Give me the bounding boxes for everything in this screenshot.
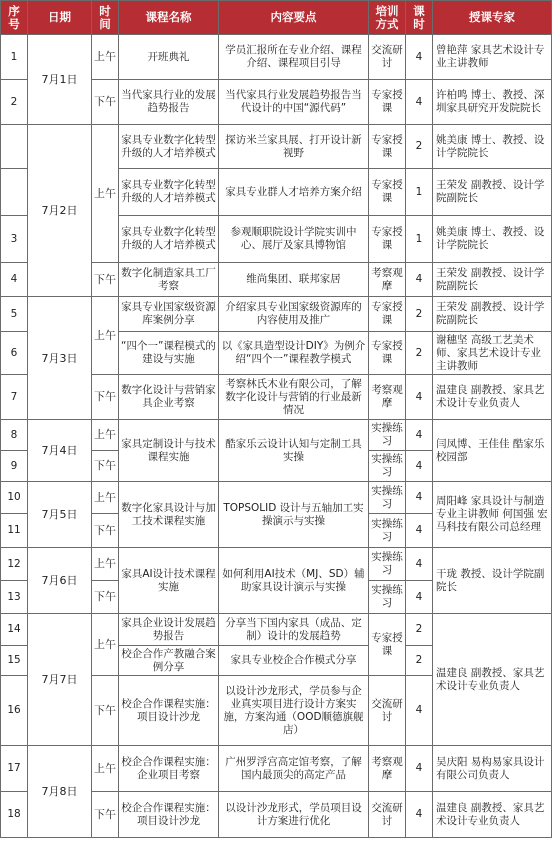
table-row: [1, 482, 552, 514]
half-day-cell: 下午: [92, 375, 119, 420]
course-cell: “四个一”课程模式的建设与实施: [119, 332, 219, 375]
method-cell: 专家授课: [369, 169, 406, 216]
table-row: [1, 297, 552, 332]
course-cell: 校企合作课程实施：项目设计沙龙: [119, 676, 219, 746]
header-course: 课程名称: [119, 1, 219, 35]
content-cell: TOPSOLID 设计与五轴加工实操演示与实操: [219, 482, 369, 548]
hours-cell: 4: [406, 482, 433, 514]
content-cell: 当代家具行业发展趋势报告当代设计的中国“源代码”: [219, 80, 369, 125]
expert-cell: 王荣发 副教授、设计学院副院长: [433, 263, 552, 297]
table-row: [1, 125, 552, 169]
hours-cell: 4: [406, 375, 433, 420]
hours-cell: 4: [406, 35, 433, 80]
content-cell: 以设计沙龙形式，学员项目设计方案进行优化: [219, 792, 369, 838]
expert-cell: 王荣发 副教授、设计学院副院长: [433, 297, 552, 332]
hours-cell: 4: [406, 514, 433, 548]
half-day-cell: 上午: [92, 614, 119, 676]
expert-cell: 温建良 副教授、家具艺术设计专业负责人: [433, 375, 552, 420]
seq-cell: 11: [1, 514, 28, 548]
half-day-cell: 上午: [92, 482, 119, 514]
hours-cell: 2: [406, 614, 433, 646]
content-cell: 分享当下国内家具（成品、定制）设计的发展趋势: [219, 614, 369, 646]
method-cell: 交流研讨: [369, 676, 406, 746]
date-cell: 7月3日: [28, 297, 92, 420]
expert-cell: 谢穗坚 高级工艺美术师、家具艺术设计专业主讲教师: [433, 332, 552, 375]
course-cell: 开班典礼: [119, 35, 219, 80]
course-cell: 校企合作课程实施：项目设计沙龙: [119, 792, 219, 838]
course-cell: 当代家具行业的发展趋势报告: [119, 80, 219, 125]
seq-cell: 14: [1, 614, 28, 646]
course-cell: 家具定制设计与技术课程实施: [119, 420, 219, 482]
half-day-cell: 上午: [92, 548, 119, 581]
content-cell: 学员汇报所在专业介绍、课程介绍、课程项目引导: [219, 35, 369, 80]
hours-cell: 1: [406, 216, 433, 263]
half-day-cell: 上午: [92, 420, 119, 451]
header-expert: 授课专家: [433, 1, 552, 35]
method-cell: 专家授课: [369, 80, 406, 125]
method-cell: 考察观摩: [369, 375, 406, 420]
seq-cell: [1, 169, 28, 216]
table-row: [1, 614, 552, 646]
method-cell: 考察观摩: [369, 263, 406, 297]
table-row: [1, 35, 552, 80]
hours-cell: 2: [406, 646, 433, 676]
half-day-cell: 上午: [92, 125, 119, 263]
expert-cell: 闫凤博、王佳佳 酷家乐校园部: [433, 420, 552, 482]
course-cell: 数字化制造家具工厂考察: [119, 263, 219, 297]
expert-cell: 周阳峰 家具设计与制造专业主讲教师 何国强 宏马科技有限公司总经理: [433, 482, 552, 548]
course-cell: 家具专业国家级资源库案例分享: [119, 297, 219, 332]
content-cell: 家具专业校企合作模式分享: [219, 646, 369, 676]
method-cell: 交流研讨: [369, 35, 406, 80]
hours-cell: 2: [406, 125, 433, 169]
expert-cell: 温建良 副教授、家具艺术设计专业负责人: [433, 792, 552, 838]
seq-cell: 16: [1, 676, 28, 746]
course-cell: 校企合作产教融合案例分享: [119, 646, 219, 676]
seq-cell: 17: [1, 746, 28, 792]
hours-cell: 4: [406, 263, 433, 297]
half-day-cell: 下午: [92, 581, 119, 614]
content-cell: 如何利用AI技术（MJ、SD）辅助家具设计演示与实操: [219, 548, 369, 614]
date-cell: 7月2日: [28, 125, 92, 297]
seq-cell: 10: [1, 482, 28, 514]
seq-cell: 4: [1, 263, 28, 297]
expert-cell: 温建良 副教授、家具艺术设计专业负责人: [433, 614, 552, 746]
header-content: 内容要点: [219, 1, 369, 35]
half-day-cell: 下午: [92, 451, 119, 482]
expert-cell: 吴庆阳 易构易家具设计有限公司负责人: [433, 746, 552, 792]
hours-cell: 4: [406, 420, 433, 451]
content-cell: 酷家乐云设计认知与定制工具实操: [219, 420, 369, 482]
date-cell: 7月1日: [28, 35, 92, 125]
content-cell: 考察林氏木业有限公司，了解数字化设计与营销的行业最新情况: [219, 375, 369, 420]
half-day-cell: 上午: [92, 35, 119, 80]
method-cell: 专家授课: [369, 216, 406, 263]
header-method: 培训方式: [369, 1, 406, 35]
course-cell: 家具专业数字化转型升级的人才培养模式: [119, 125, 219, 169]
expert-cell: 姚美康 博士、教授、设计学院院长: [433, 216, 552, 263]
content-cell: 以设计沙龙形式，学员参与企业真实项目进行设计方案实施，方案沟通（OOD顺德旗舰店）: [219, 676, 369, 746]
method-cell: 实操练习: [369, 548, 406, 581]
seq-cell: 9: [1, 451, 28, 482]
seq-cell: 6: [1, 332, 28, 375]
date-cell: 7月5日: [28, 482, 92, 548]
course-cell: 家具企业设计发展趋势报告: [119, 614, 219, 646]
header-row: [1, 1, 552, 35]
hours-cell: 4: [406, 451, 433, 482]
half-day-cell: 下午: [92, 792, 119, 838]
half-day-cell: 下午: [92, 80, 119, 125]
hours-cell: 4: [406, 676, 433, 746]
content-cell: 维尚集团、联邦家居: [219, 263, 369, 297]
content-cell: 家具专业群人才培养方案介绍: [219, 169, 369, 216]
date-cell: 7月6日: [28, 548, 92, 614]
table-row: [1, 746, 552, 792]
method-cell: 实操练习: [369, 514, 406, 548]
course-cell: 校企合作课程实施：企业项目考察: [119, 746, 219, 792]
half-day-cell: 下午: [92, 263, 119, 297]
date-cell: 7月7日: [28, 614, 92, 746]
hours-cell: 4: [406, 746, 433, 792]
hours-cell: 4: [406, 581, 433, 614]
seq-cell: 5: [1, 297, 28, 332]
table-row: [1, 548, 552, 581]
half-day-cell: 下午: [92, 514, 119, 548]
method-cell: 考察观摩: [369, 746, 406, 792]
seq-cell: 7: [1, 375, 28, 420]
course-cell: 数字化设计与营销家具企业考察: [119, 375, 219, 420]
method-cell: 实操练习: [369, 482, 406, 514]
method-cell: 实操练习: [369, 581, 406, 614]
seq-cell: 3: [1, 216, 28, 263]
content-cell: 以《家具造型设计DIY》为例介绍“四个一”课程教学模式: [219, 332, 369, 375]
content-cell: 参观顺职院设计学院实训中心、展厅及家具博物馆: [219, 216, 369, 263]
content-cell: 探访米兰家具展、打开设计新视野: [219, 125, 369, 169]
seq-cell: [1, 125, 28, 169]
seq-cell: 8: [1, 420, 28, 451]
table-row: [1, 420, 552, 451]
seq-cell: 15: [1, 646, 28, 676]
method-cell: 实操练习: [369, 420, 406, 451]
method-cell: 专家授课: [369, 614, 406, 676]
hours-cell: 4: [406, 792, 433, 838]
date-cell: 7月4日: [28, 420, 92, 482]
content-cell: 广州罗浮宫高定馆考察，了解国内最顶尖的高定产品: [219, 746, 369, 792]
seq-cell: 18: [1, 792, 28, 838]
date-cell: 7月8日: [28, 746, 92, 838]
hours-cell: 4: [406, 80, 433, 125]
expert-cell: 干珑 教授、设计学院副院长: [433, 548, 552, 614]
course-cell: 家具专业数字化转型升级的人才培养模式: [119, 169, 219, 216]
expert-cell: 许柏鸣 博士、教授、深圳家具研究开发院院长: [433, 80, 552, 125]
course-cell: 家具专业数字化转型升级的人才培养模式: [119, 216, 219, 263]
header-date: 日期: [28, 1, 92, 35]
course-cell: 数字化家具设计与加工技术课程实施: [119, 482, 219, 548]
half-day-cell: 上午: [92, 746, 119, 792]
header-time: 时间: [92, 1, 119, 35]
hours-cell: 1: [406, 169, 433, 216]
method-cell: 实操练习: [369, 451, 406, 482]
hours-cell: 2: [406, 332, 433, 375]
seq-cell: 1: [1, 35, 28, 80]
half-day-cell: 上午: [92, 297, 119, 375]
seq-cell: 12: [1, 548, 28, 581]
seq-cell: 13: [1, 581, 28, 614]
method-cell: 专家授课: [369, 297, 406, 332]
method-cell: 专家授课: [369, 332, 406, 375]
expert-cell: 曾艳萍 家具艺术设计专业主讲教师: [433, 35, 552, 80]
expert-cell: 王荣发 副教授、设计学院副院长: [433, 169, 552, 216]
hours-cell: 4: [406, 548, 433, 581]
hours-cell: 2: [406, 297, 433, 332]
half-day-cell: 下午: [92, 676, 119, 746]
expert-cell: 姚美康 博士、教授、设计学院院长: [433, 125, 552, 169]
content-cell: 介绍家具专业国家级资源库的内容使用及推广: [219, 297, 369, 332]
method-cell: 专家授课: [369, 125, 406, 169]
seq-cell: 2: [1, 80, 28, 125]
header-seq: 序号: [1, 1, 28, 35]
header-hours: 课时: [406, 1, 433, 35]
method-cell: 交流研讨: [369, 792, 406, 838]
course-cell: 家具AI设计技术课程实施: [119, 548, 219, 614]
